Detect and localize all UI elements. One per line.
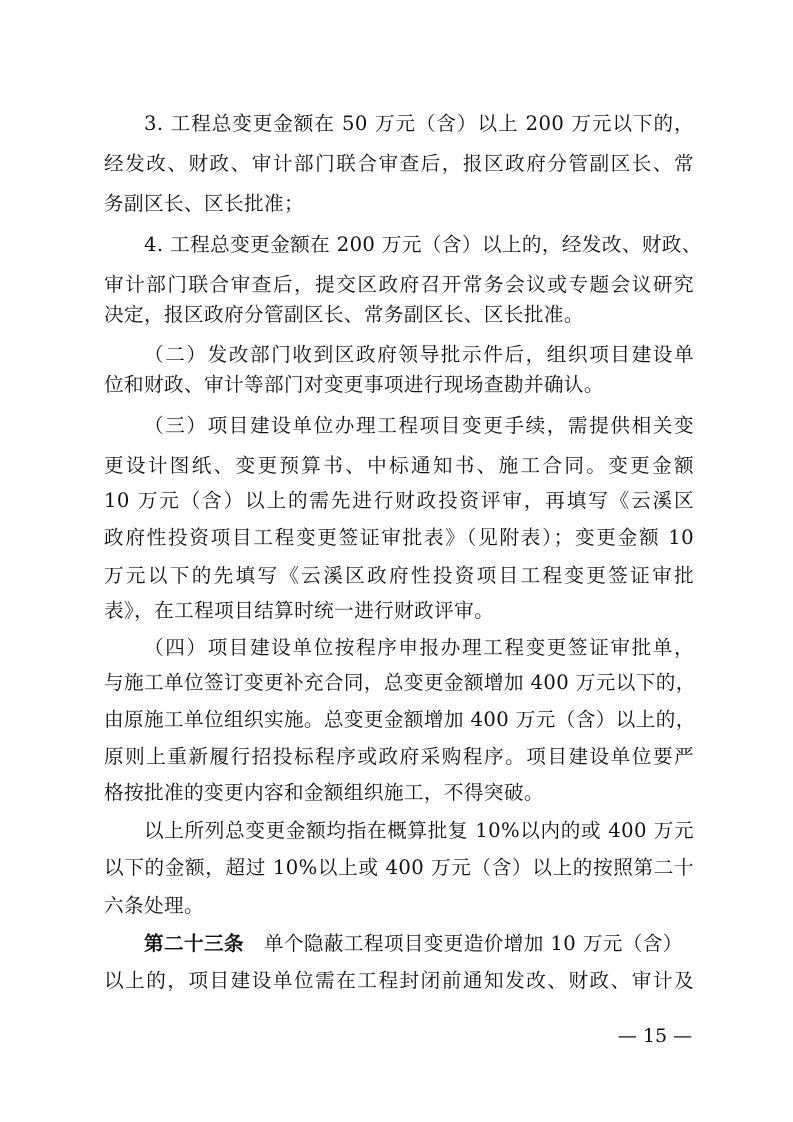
article-heading: 第二十三条 [144,932,244,955]
paragraph-line: 经发改、财政、审计部门联合审查后，报区政府分管副区长、常 [104,152,694,175]
paragraph-line: 以下的金额，超过 10%以上或 400 万元（含）以上的按照第二十 [104,856,694,879]
paragraph-line: 政府性投资项目工程变更签证审批表》（见附表）；变更金额 10 [104,526,694,549]
article-line [144,924,694,964]
paragraph-line: 六条处理。 [104,894,204,917]
paragraph-line: 表》，在工程项目结算时统一进行财政评审。 [104,599,495,622]
article-spacer [244,932,264,955]
paragraph-line: 10 万元（含）以上的需先进行财政投资评审，再填写《云溪区 [104,489,694,512]
paragraph-line: （四）项目建设单位按程序申报办理工程变更签证审批单， [144,636,694,659]
paragraph-line: 以上的，项目建设单位需在工程封闭前通知发改、财政、审计及 [104,969,694,992]
paragraph-line: 由原施工单位组织实施。总变更金额增加 400 万元（含）以上的， [104,708,696,731]
paragraph-line: 与施工单位签订变更补充合同，总变更金额增加 400 万元以下的， [104,671,696,694]
paragraph-line: 决定，报区政府分管副区长、常务副区长、区长批准。 [104,303,584,326]
paragraph-line: 审计部门联合审查后，提交区政府召开常务会议或专题会议研究 [104,273,694,296]
article-text: 单个隐蔽工程项目变更造价增加 10 万元（含） [263,932,683,955]
paragraph-line: 务副区长、区长批准； [104,192,304,215]
paragraph-line: 位和财政、审计等部门对变更事项进行现场查勘并确认。 [104,373,604,396]
paragraph-line: 3. 工程总变更金额在 50 万元（含）以上 200 万元以下的， [144,112,694,135]
paragraph-line: 4. 工程总变更金额在 200 万元（含）以上的，经发改、财政、 [144,233,702,256]
paragraph-line: 更设计图纸、变更预算书、中标通知书、施工合同。变更金额 [104,454,694,477]
page-number: — 15 — [617,1025,693,1047]
paragraph-line: 万元以下的先填写《云溪区政府性投资项目工程变更签证审批 [104,564,694,587]
paragraph-line: 以上所列总变更金额均指在概算批复 10%以内的或 400 万元 [144,819,694,842]
paragraph-line: 原则上重新履行招投标程序或政府采购程序。项目建设单位要严 [104,745,694,768]
paragraph-line: 格按批准的变更内容和金额组织施工，不得突破。 [104,781,544,804]
paragraph-line: （二）发改部门收到区政府领导批示件后，组织项目建设单 [144,343,694,366]
paragraph-line: （三）项目建设单位办理工程项目变更手续，需提供相关变 [144,414,694,437]
